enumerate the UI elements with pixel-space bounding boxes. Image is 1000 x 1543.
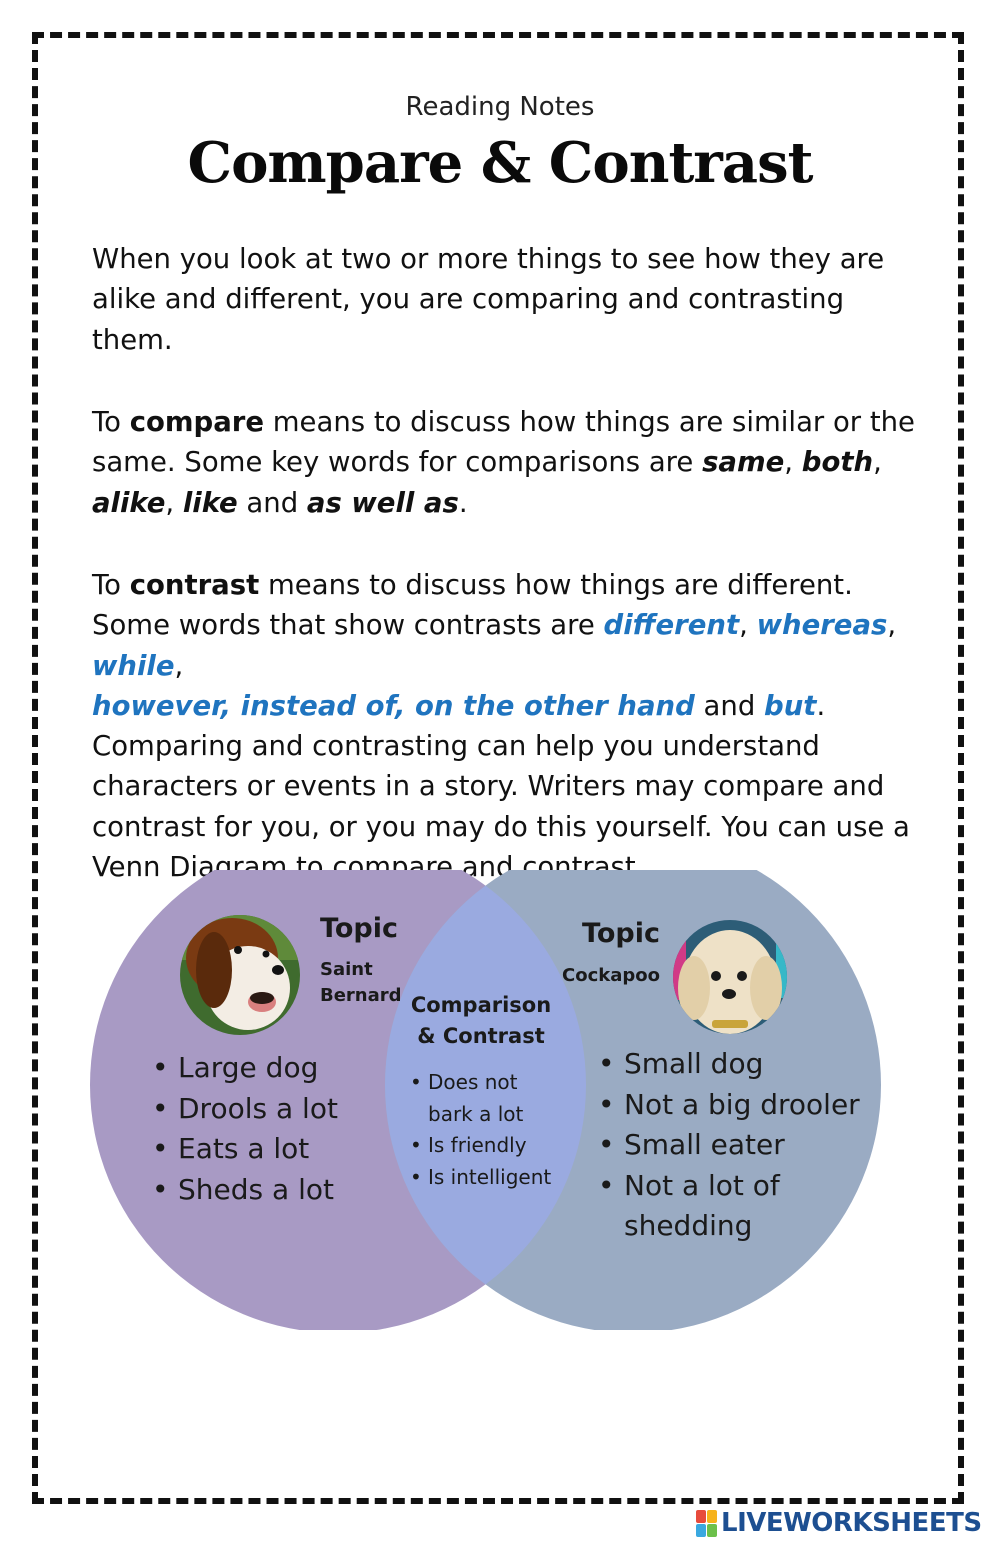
contrast-term: contrast (129, 569, 260, 601)
text-span: , (739, 609, 757, 642)
list-item: • Eats a lot (152, 1129, 338, 1170)
list-item: • Not a big drooler (598, 1085, 860, 1126)
keyword-but: but (764, 689, 817, 722)
keyword-while: while (92, 649, 175, 682)
venn-diagram (0, 870, 1000, 1330)
page-title: Compare & Contrast (187, 130, 813, 196)
page-subtitle: Reading Notes (405, 92, 595, 122)
middle-list (410, 1067, 551, 1193)
compare-term: compare (129, 406, 265, 438)
text-span: means to discuss how things are similar or the same. Some key words for comparisons are (92, 406, 915, 479)
right-list (598, 1044, 860, 1247)
middle-title-line1: Comparison (410, 993, 552, 1017)
keyword-same: same (702, 446, 785, 479)
keyword-like: like (182, 486, 238, 519)
text-span: To (92, 569, 130, 601)
list-item-continuation: shedding (624, 1209, 753, 1242)
list-item: • Is intelligent (410, 1162, 551, 1194)
text-span: Comparing and contrasting can help you understand characters or events in a story. Writers may compare and contrast for you, or you may do this yourself. You can use a Venn Diagram to compare and contrast. (92, 730, 910, 884)
compare-paragraph (92, 402, 922, 523)
text-span: and (694, 689, 765, 722)
logo-text: LIVEWORKSHEETS (721, 1508, 982, 1538)
right-topic-name: Cockapoo (562, 965, 660, 986)
text-span: , (887, 609, 897, 642)
list-item (410, 1099, 551, 1131)
keyword-both: both (801, 446, 874, 479)
left-topic-label: Topic (320, 913, 398, 944)
list-item: • Large dog (152, 1048, 338, 1089)
text-span: means to discuss how things are different. Some words that show contrasts are (92, 569, 853, 642)
list-item (598, 1206, 860, 1247)
list-item: • Drools a lot (152, 1089, 338, 1130)
middle-title-line2: & Contrast (417, 1024, 545, 1048)
middle-title (410, 990, 552, 1052)
list-item: • Is friendly (410, 1130, 551, 1162)
logo-mark-icon (696, 1510, 717, 1537)
liveworksheets-logo (696, 1508, 982, 1538)
keyword-however-group: however, instead of, on the other hand (92, 689, 695, 722)
text-span: . (458, 486, 468, 519)
list-item: • Does not (410, 1067, 551, 1099)
intro-paragraph: When you look at two or more things to see how they are alike and different, you are comparing and contrasting them. (92, 243, 885, 356)
list-item: • Small eater (598, 1125, 860, 1166)
keyword-as-well-as: as well as (306, 486, 459, 519)
list-item: • Small dog (598, 1044, 860, 1085)
keyword-different: different (603, 609, 740, 642)
text-span: , (174, 649, 184, 682)
keyword-alike: alike (92, 486, 166, 519)
text-span: , (165, 486, 183, 519)
list-item: • Sheds a lot (152, 1170, 338, 1211)
left-topic-name-line2: Bernard (320, 985, 402, 1006)
left-list (152, 1048, 338, 1210)
text-span: , (873, 446, 882, 479)
text-span: . (816, 689, 826, 722)
list-item-continuation: bark a lot (428, 1101, 524, 1126)
right-topic-label: Topic (582, 918, 660, 949)
list-item: • Not a lot of (598, 1166, 860, 1207)
left-topic-name-line1: Saint (320, 959, 373, 980)
saint-bernard-photo (180, 915, 300, 1035)
text-span: , (784, 446, 802, 479)
text-span: To (92, 406, 130, 438)
contrast-paragraph (92, 565, 922, 887)
text-span: and (237, 486, 307, 519)
keyword-whereas: whereas (756, 609, 888, 642)
